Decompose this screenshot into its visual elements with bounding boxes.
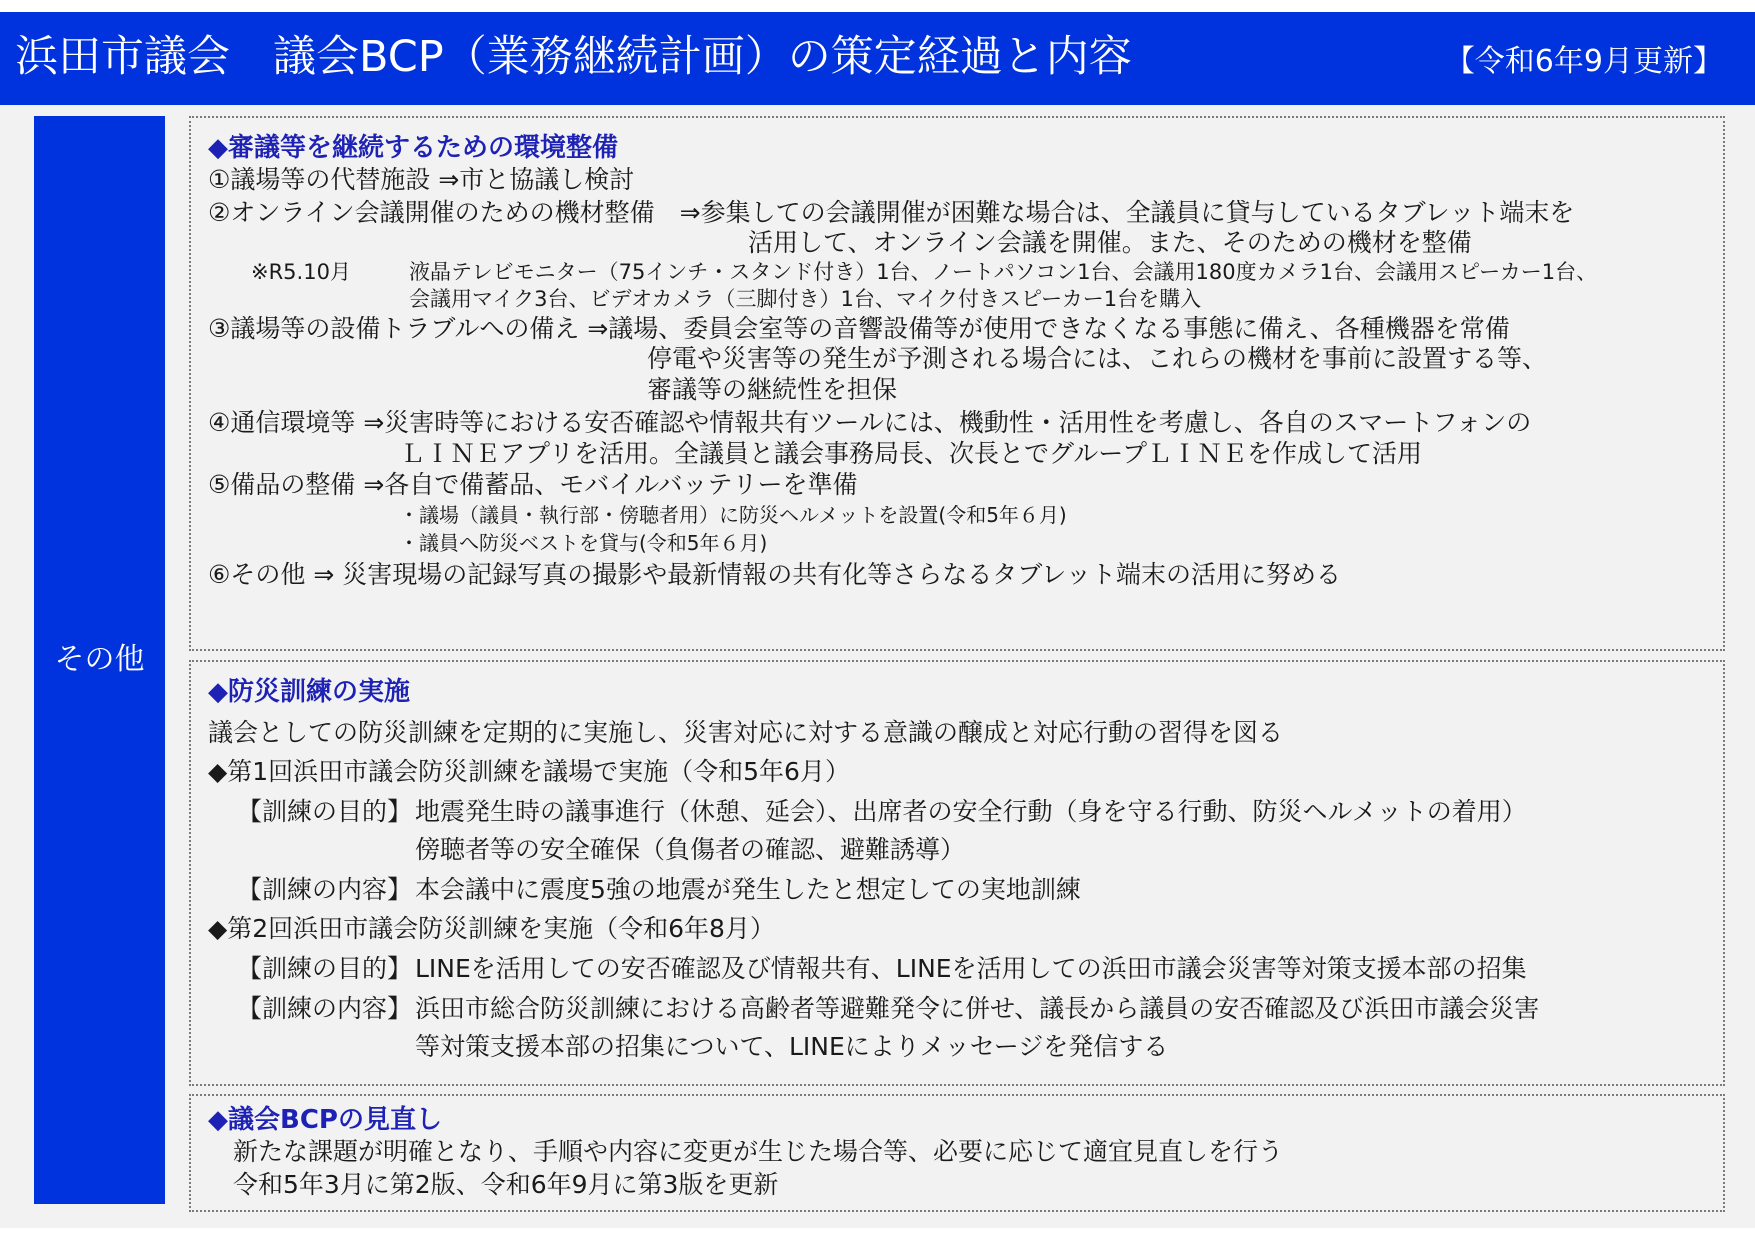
list-item: ④通信環境等 ⇒災害時等における安否確認や情報共有ツールには、機動性・活用性を考慮し、各自のスマートフォンの [208,408,1532,437]
drill-text: 地震発生時の議事進行（休憩、延会）、出席者の安全行動（身を守る行動、防災ヘルメットの着用） [415,797,1527,826]
content-label: 【訓練の内容】 [237,994,413,1023]
section-review [189,1094,1725,1212]
drill-title: ◆第2回浜田市議会防災訓練を実施（令和6年8月） [208,914,775,943]
section-heading: ◆議会BCPの見直し [208,1105,442,1135]
list-item: ⑤備品の整備 ⇒各自で備蓄品、モバイルバッテリーを準備 [208,470,858,499]
section-drills [189,660,1725,1086]
drill-text: 本会議中に震度5強の地震が発生したと想定しての実地訓練 [415,875,1081,904]
list-item: ①議場等の代替施設 ⇒市と協議し検討 [208,165,635,194]
list-item: ②オンライン会議開催のための機材整備 ⇒参集しての会議開催が困難な場合は、全議員に貸与しているタブレット端末を [208,198,1575,227]
content-label: 【訓練の内容】 [237,875,413,904]
note-label: ※R5.10月 [251,260,351,284]
purpose-label: 【訓練の目的】 [237,954,413,983]
drill-text: 浜田市総合防災訓練における高齢者等避難発令に併せ、議長から議員の安否確認及び浜田市議会災害 [415,994,1540,1023]
list-item-continuation: 停電や災害等の発生が予測される場合には、これらの機材を事前に設置する等、 [647,344,1548,373]
purpose-label: 【訓練の目的】 [237,797,413,826]
intro-text: 議会としての防災訓練を定期的に実施し、災害対応に対する意識の醸成と対応行動の習得を図る [208,718,1284,747]
drill-text: LINEを活用しての安否確認及び情報共有、LINEを活用しての浜田市議会災害等対策支援本部の招集 [415,954,1527,983]
list-item-continuation: 活用して、オンライン会議を開催。また、そのための機材を整備 [748,228,1472,257]
section-heading: ◆防災訓練の実施 [208,677,410,707]
list-item-continuation: ＬＩＮＥアプリを活用。全議員と議会事務局長、次長とでグループＬＩＮＥを作成して活用 [400,439,1423,468]
review-text: 令和5年3月に第2版、令和6年9月に第3版を更新 [233,1170,779,1199]
update-date: 【令和6年9月更新】 [1444,44,1723,79]
drill-title: ◆第1回浜田市議会防災訓練を議場で実施（令和5年6月） [208,757,850,786]
list-item: ⑥その他 ⇒ 災害現場の記録写真の撮影や最新情報の共有化等さらなるタブレット端末の活用に努める [208,560,1342,589]
list-item: ③議場等の設備トラブルへの備え ⇒議場、委員会室等の音響設備等が使用できなくなる事態に備え、各種機器を常備 [208,314,1510,343]
category-sidebar [34,116,165,1204]
list-item-continuation: 審議等の継続性を担保 [647,375,898,404]
header-bar [0,12,1755,105]
drill-text: 傍聴者等の安全確保（負傷者の確認、避難誘導） [415,835,966,864]
category-label: その他 [54,642,145,677]
section-heading: ◆審議等を継続するための環境整備 [208,133,618,163]
drill-text: 等対策支援本部の招集について、LINEによりメッセージを発信する [415,1032,1169,1061]
page-title: 浜田市議会 議会BCP（業務継続計画）の策定経過と内容 [15,32,1132,82]
section-environment [189,116,1725,651]
sub-item: ・議場（議員・執行部・傍聴者用）に防災ヘルメットを設置(令和5年６月) [399,503,1067,527]
sub-item: ・議員へ防災ベストを貸与(令和5年６月) [399,531,768,555]
note-text: 会議用マイク3台、ビデオカメラ（三脚付き）1台、マイク付きスピーカー1台を購入 [409,287,1202,311]
note-text: 液晶テレビモニター（75インチ・スタンド付き）1台、ノートパソコン1台、会議用180度カメラ1台、会議用スピーカー1台、 [409,260,1598,284]
review-text: 新たな課題が明確となり、手順や内容に変更が生じた場合等、必要に応じて適宜見直しを行う [233,1137,1284,1166]
